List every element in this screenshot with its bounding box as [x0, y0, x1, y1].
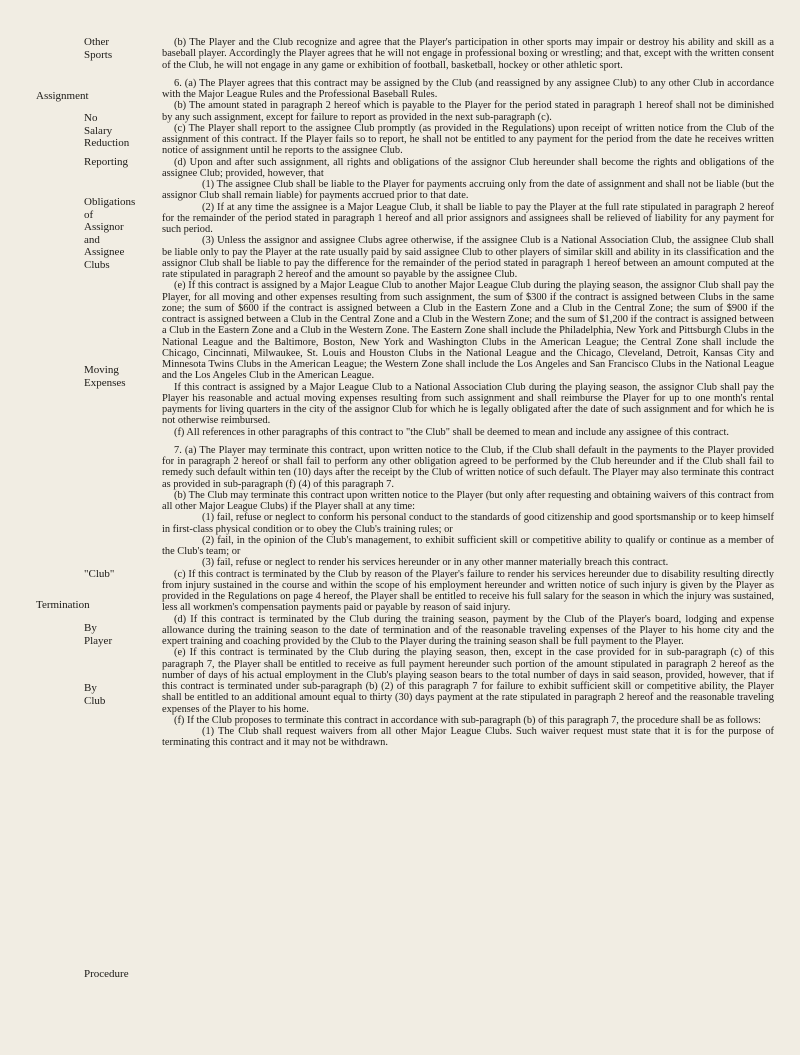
contract-body	[162, 37, 774, 749]
margin-label-assignment: Assignment	[36, 90, 89, 102]
margin-label-obligations: Obligations of Assignor and Assignee Clubs	[84, 196, 136, 271]
paragraph-6c: (c) The Player shall report to the assignee Club promptly (as provided in the Regulations) upon receipt of written notice from the Club of the assignment of this contract. If the Player fails so to report, he shall not be entitled to any payment for the period from the date he receives written notice of assignment until he reports to the assignee Club.	[162, 122, 774, 157]
margin-label-club: "Club"	[84, 568, 115, 580]
paragraph-6b: (b) The amount stated in paragraph 2 hereof which is payable to the Player for the period stated in paragraph 1 hereof shall not be diminished by any such assignment, except for failure to report as provided in the next sub-paragraph (c).	[162, 100, 774, 123]
paragraph-6a: 6. (a) The Player agrees that this contract may be assigned by the Club (and reassigned by any assignee Club) to any other Club in accordance with the Major League Rules and the Professional Baseball Rules.	[162, 77, 774, 100]
paragraph-6f: (f) All references in other paragraphs of this contract to "the Club" shall be deemed to mean and include any assignee of this contract.	[174, 426, 729, 438]
paragraph-7a: 7. (a) The Player may terminate this contract, upon written notice to the Club, if the Club shall default in the payments to the Player provided for in paragraph 2 hereof or shall fail to perform any other obligation agreed to be performed by the Club hereunder and if the Club shall fail to remedy such default within ten (10) days after the receipt by the Club of written notice of such default. The Player may also terminate this contract as provided in sub-paragraph (f) (4) of this paragraph 7.	[162, 444, 774, 490]
paragraph-7f-1: (1) The Club shall request waivers from all other Major League Clubs. Such waiver request must state that it is for the purpose of terminating this contract and it may not be withdrawn.	[162, 726, 774, 749]
paragraph-5b: (b) The Player and the Club recognize and agree that the Player's participation in other sports may impair or destroy his ability and skill as a baseball player. Accordingly the Player agrees that he will not engage in professional boxing or wrestling; and that, except with the written consent of the Club, he will not engage in any game or exhibition of football, basketball, hockey or other athletic sport.	[162, 37, 774, 71]
paragraph-7c: (c) If this contract is terminated by the Club by reason of the Player's failure to render his services hereunder due to disability resulting directly from injury sustained in the course and within the scope of his employment hereunder and written notice of such injury is given by the Player as provided in the Regulations on page 4 hereof, the Player shall be entitled to receive his full salary for the season in which the injury was sustained, less all workmen's compensation payments paid or payable by reason of said injury.	[162, 568, 774, 614]
paragraph-6d: (d) Upon and after such assignment, all rights and obligations of the assignor Club hereunder shall become the rights and obligations of the assignee Club; provided, however, that	[162, 156, 774, 179]
paragraph-7b-2: (2) fail, in the opinion of the Club's management, to exhibit sufficient skill or competitive ability to qualify or continue as a member of the Club's team; or	[162, 534, 774, 557]
paragraph-7b-1: (1) fail, refuse or neglect to conform his personal conduct to the standards of good citizenship and good sportsmanship or to keep himself in first-class physical condition or to obey the Club's training rules; or	[162, 512, 774, 535]
margin-label-by-player: By Player	[84, 622, 113, 647]
paragraph-6e: (e) If this contract is assigned by a Major League Club to another Major League Club during the playing season, the assignor Club shall pay the Player, for all moving and other expenses resulting from such assignment, the sum of $300 if the contract is assigned between Clubs in the same zone; the sum of $600 if the contract is assigned between a Club in the Eastern Zone and a Club in the Central Zone; the sum of $900 if the contract is assigned between a Club in the Central Zone and a Club in the Western Zone; and the sum of $1,200 if the contract is assigned between a Club in the Eastern Zone and a Club in the Western Zone. The Eastern Zone shall include the Philadelphia, New York and Pittsburgh Clubs in the National League and the Baltimore, Boston, New York and Washington Clubs in the American League; the Central Zone shall include the Chicago, Cincinnati, Milwaukee, St. Louis and Houston Clubs in the National League and the Chicago, Cleveland, Detroit, Kansas City and Minnesota Twins Clubs in the American League; the Western Zone shall include the Los Angeles and San Francisco Clubs in the National League and the Los Angeles Club in the American League.	[162, 280, 774, 382]
paragraph-7d: (d) If this contract is terminated by the Club during the training season, payment by the Club of the Player's board, lodging and expense allowance during the training season to the date of termination and of the reasonable traveling expenses of the Player to his home city and the expert training and coaching provided by the Club to the Player during the training season shall be full payment to the Player.	[162, 613, 774, 647]
margin-label-other-sports: Other Sports	[84, 36, 113, 61]
paragraph-6d-3: (3) Unless the assignor and assignee Clubs agree otherwise, if the assignee Club is a National Association Club, the assignee Club shall be liable only to pay the Player at the rate usually paid by said assignee Club to other players of similar skill and ability in its classification and the assignor Club shall be liable to pay the difference for the remainder of the period stated in paragraph 1 hereof between an amount computed at the rate stipulated in paragraph 2 hereof and the amount so payable by the assignee Club.	[162, 235, 774, 280]
margin-label-termination: Termination	[36, 599, 90, 611]
margin-label-by-club: By Club	[84, 682, 106, 707]
margin-label-moving-expenses: Moving Expenses	[84, 364, 126, 389]
paragraph-7b-3: (3) fail, refuse or neglect to render his services hereunder or in any other manner materially breach this contract.	[202, 557, 669, 569]
paragraph-7b: (b) The Club may terminate this contract upon written notice to the Player (but only after requesting and obtaining waivers of this contract from all other Major League Clubs) if the Player shall at any time:	[162, 489, 774, 512]
paragraph-6d-1: (1) The assignee Club shall be liable to the Player for payments accruing only from the date of assignment and shall not be liable (but the assignor Club shall remain liable) for payments accrued prior to that date.	[162, 179, 774, 202]
paragraph-7f: (f) If the Club proposes to terminate this contract in accordance with sub-paragraph (b) of this paragraph 7, the procedure shall be as follows:	[174, 714, 761, 726]
paragraph-6e-continued: If this contract is assigned by a Major League Club to a National Association Club during the playing season, the assignor Club shall pay the Player his reasonable and actual moving expenses resulting from such assignment and shall reimburse the Player for up to one month's rental payments for living quarters in the city of the assignor Club for which he is legally obligated after the date of such assignment and for which he is not otherwise reimbursed.	[162, 381, 774, 427]
paragraph-7e: (e) If this contract is terminated by the Club during the playing season, then, except in the case provided for in sub-paragraph (c) of this paragraph 7, the Player shall be entitled to receive as full payment hereunder such portion of the amount stipulated in paragraph 2 hereof as the number of days of his actual employment in the Club's playing season bears to the total number of days in said season, provided, however, that if this contract is terminated under sub-paragraph (b) (2) of this paragraph 7 for failure to exhibit sufficient skill or competitive ability, the Player shall be entitled to an additional amount equal to thirty (30) days payment at the rate stipulated in paragraph 2 hereof and the reasonable traveling expenses of the Player to his home.	[162, 647, 774, 715]
margin-label-procedure: Procedure	[84, 968, 129, 980]
margin-label-no-salary-reduction: No Salary Reduction	[84, 112, 130, 150]
paragraph-6d-2: (2) If at any time the assignee is a Major League Club, it shall be liable to pay the Player at the full rate stipulated in paragraph 2 hereof for the remainder of the period stated in paragraph 1 hereof and all prior assignors and assignees shall be relieved of liability for any payment for such period.	[162, 201, 774, 235]
margin-label-reporting: Reporting	[84, 156, 128, 168]
